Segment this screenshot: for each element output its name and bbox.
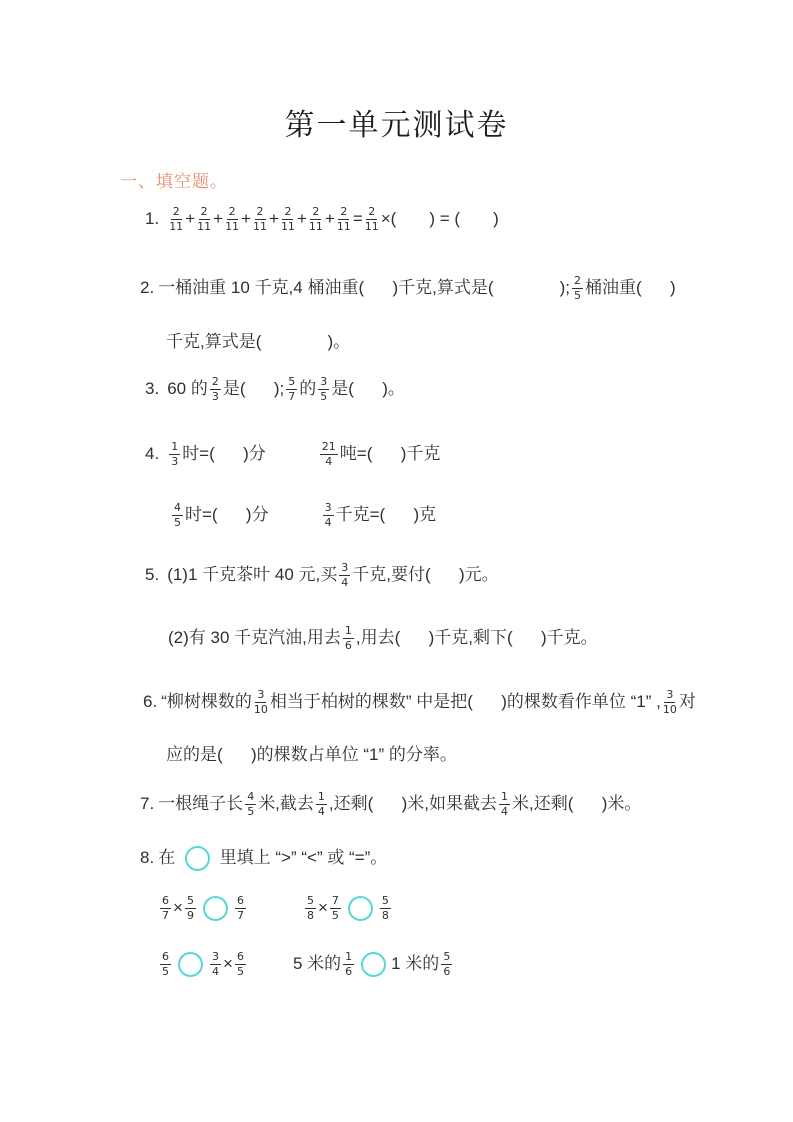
fraction-numerator: 2 [200, 204, 208, 218]
text-run: + [185, 209, 196, 228]
fraction-numerator: 4 [247, 789, 255, 803]
question-number-2: 2. [140, 278, 155, 297]
fraction-denominator: 11 [280, 219, 295, 233]
fraction-numerator: 5 [186, 893, 194, 907]
fraction [441, 951, 452, 977]
fraction-denominator: 5 [320, 389, 328, 403]
question-1-line-1 [145, 202, 499, 236]
fraction-denominator: 8 [381, 908, 389, 922]
text-run: (2)有 30 千克汽油,用去 [168, 628, 341, 647]
text-run: 千克,要付( )元。 [352, 565, 499, 584]
fraction-numerator: 2 [340, 204, 348, 218]
fraction-denominator: 7 [288, 389, 296, 403]
fraction [339, 562, 350, 588]
question-3-content [167, 372, 405, 406]
question-number-4: 4. [145, 444, 160, 463]
text-run: + [241, 209, 251, 228]
text-run: ×( ) = ( ) [380, 209, 499, 228]
question-number-7: 7. [140, 794, 155, 813]
text-run: 5 米的 [292, 954, 342, 973]
fraction-numerator: 7 [331, 893, 339, 907]
fraction-numerator: 3 [212, 949, 219, 963]
text-run: 千克=( )克 [335, 505, 437, 524]
text-run: 在 [158, 848, 180, 867]
fraction [316, 791, 327, 817]
text-run: 60 的 [167, 379, 208, 398]
fraction-numerator: 6 [236, 949, 244, 963]
fraction-numerator: 21 [321, 439, 336, 453]
question-number-8: 8. [140, 848, 155, 867]
fraction [160, 951, 171, 977]
fraction-denominator: 3 [171, 454, 179, 468]
question-number-6: 6. [143, 692, 158, 711]
spacer [266, 454, 318, 455]
question-7-content [158, 787, 641, 821]
text-run: 应的是( )的棵数占单位 “1” 的分率。 [166, 745, 457, 764]
comparison-circle [348, 896, 373, 921]
fraction-numerator: 1 [501, 789, 509, 803]
fraction-denominator: 6 [344, 638, 352, 652]
fraction-numerator: 6 [162, 893, 169, 907]
question-6-content-continued [166, 738, 457, 772]
fraction [172, 502, 183, 528]
question-5-line-1 [145, 558, 499, 592]
fraction-denominator: 5 [331, 908, 339, 922]
question-8-comparisons-row-2 [158, 947, 454, 981]
fraction [318, 376, 329, 402]
fraction-numerator: 3 [341, 560, 349, 574]
text-run: 桶油重( ) [585, 278, 676, 297]
fraction [185, 895, 196, 921]
question-8-content [158, 841, 387, 875]
fraction-denominator: 10 [662, 702, 677, 716]
fraction-numerator: 2 [172, 204, 180, 218]
fraction-numerator: 1 [171, 439, 179, 453]
fraction-numerator: 4 [174, 500, 181, 514]
fraction [305, 895, 316, 921]
fraction-denominator: 5 [162, 964, 169, 978]
comparison-circle [178, 952, 203, 977]
text-run: ,用去( )千克,剩下( )千克。 [355, 628, 598, 647]
fraction-denominator: 9 [186, 908, 194, 922]
fraction-numerator: 3 [666, 687, 674, 701]
fraction [169, 441, 180, 467]
fraction [320, 441, 338, 467]
fraction-numerator: 1 [317, 789, 325, 803]
text-run: ,还剩( )米,如果截去 [328, 794, 498, 813]
spacer [269, 515, 321, 516]
fraction [286, 376, 297, 402]
fraction-denominator: 4 [324, 515, 332, 529]
fraction [245, 791, 256, 817]
text-run: + [296, 209, 307, 228]
text-run: 时=( )分 [182, 444, 266, 463]
question-number-5: 5. [145, 565, 160, 584]
text-run: × [173, 898, 183, 917]
fraction [254, 689, 268, 715]
text-run: 一桶油重 10 千克,4 桶油重( )千克,算式是( ); [158, 278, 570, 297]
fraction-numerator: 1 [344, 623, 352, 637]
fraction-numerator: 6 [236, 893, 244, 907]
fraction [380, 895, 391, 921]
question-8-row-1 [158, 891, 393, 925]
text-run: 里填上 “>” “<” 或 “=”。 [214, 848, 388, 867]
fraction [210, 376, 221, 402]
fraction-numerator: 2 [312, 204, 320, 218]
text-run: × [317, 898, 328, 917]
question-4-line-1 [145, 437, 440, 471]
fraction-numerator: 1 [345, 949, 353, 963]
question-7-line-1 [140, 787, 641, 821]
fraction-denominator: 5 [574, 288, 581, 302]
fraction [253, 206, 267, 232]
text-run: 的 [299, 379, 317, 398]
text-run: + [213, 209, 224, 228]
fraction [343, 625, 354, 651]
text-run: (1)1 千克茶叶 40 元,买 [167, 565, 338, 584]
question-6-line-1 [143, 685, 696, 719]
fraction-denominator: 11 [197, 219, 212, 233]
fraction [323, 502, 334, 528]
fraction [663, 689, 677, 715]
fraction-numerator: 5 [306, 893, 314, 907]
fraction-denominator: 7 [236, 908, 244, 922]
fraction-denominator: 4 [501, 804, 509, 818]
text-run: 是( ); [222, 379, 285, 398]
text-run: 千克,算式是( )。 [166, 332, 351, 351]
question-6-line-2 [166, 738, 457, 772]
fraction-numerator: 2 [284, 204, 292, 218]
fraction-denominator: 10 [253, 702, 268, 716]
spacer [248, 908, 303, 909]
fraction [197, 206, 211, 232]
fraction-numerator: 5 [443, 949, 451, 963]
fraction [225, 206, 239, 232]
fraction [499, 791, 510, 817]
question-4-content [167, 437, 440, 471]
question-5-line-2 [168, 621, 598, 655]
fraction-denominator: 3 [211, 389, 219, 403]
fraction-denominator: 6 [345, 964, 353, 978]
fraction [210, 951, 221, 977]
fraction-denominator: 11 [225, 219, 240, 233]
fraction-denominator: 11 [308, 219, 323, 233]
fraction [160, 895, 171, 921]
fraction-numerator: 3 [257, 687, 265, 701]
fraction-numerator: 5 [381, 893, 389, 907]
text-run: 米,还剩( )米。 [512, 794, 642, 813]
question-3-line-1 [145, 372, 405, 406]
fraction [365, 206, 379, 232]
question-2-line-1 [140, 271, 676, 305]
fraction-denominator: 11 [336, 219, 351, 233]
fraction [330, 895, 341, 921]
question-6-content [161, 685, 696, 719]
fraction [337, 206, 351, 232]
question-number-1: 1. [145, 209, 160, 228]
question-2-line-2 [166, 325, 350, 359]
fraction [309, 206, 323, 232]
fraction-denominator: 5 [247, 804, 255, 818]
fraction-denominator: 6 [443, 964, 451, 978]
text-run: 吨=( )千克 [339, 444, 441, 463]
text-run: 时=( )分 [185, 505, 269, 524]
question-5-content [167, 558, 498, 592]
text-run: = [352, 209, 363, 228]
fraction-numerator: 2 [211, 374, 219, 388]
question-2-content [158, 271, 675, 305]
section-heading: 一、填空题。 [120, 172, 228, 191]
question-8-row-2 [158, 947, 454, 981]
question-4-content-continued [170, 498, 436, 532]
comparison-circle [203, 896, 228, 921]
comparison-circle [361, 952, 386, 977]
question-number-3: 3. [145, 379, 160, 398]
comparison-circle [185, 846, 210, 871]
text-run: 米,截去 [258, 794, 314, 813]
fraction-denominator: 4 [325, 454, 333, 468]
fraction-numerator: 2 [228, 204, 236, 218]
fraction-denominator: 4 [212, 964, 219, 978]
question-8-line-1 [140, 841, 387, 875]
fraction [343, 951, 354, 977]
fraction [169, 206, 183, 232]
fraction-denominator: 7 [162, 908, 169, 922]
text-run: 对 [678, 692, 696, 711]
fraction-numerator: 6 [162, 949, 169, 963]
text-run: × [223, 954, 233, 973]
fraction-numerator: 2 [368, 204, 376, 218]
fraction-numerator: 3 [320, 374, 328, 388]
fraction-numerator: 2 [574, 273, 581, 287]
fraction-denominator: 5 [236, 964, 244, 978]
text-run: 相当于柏树的棵数” 中是把( )的棵数看作单位 “1” , [269, 692, 661, 711]
fraction [235, 895, 246, 921]
fraction [572, 275, 583, 301]
fraction-denominator: 11 [364, 219, 379, 233]
text-run: + [269, 209, 279, 228]
question-1-content [167, 202, 499, 236]
question-5-content-continued [168, 621, 598, 655]
spacer [248, 964, 293, 965]
fraction-denominator: 4 [317, 804, 325, 818]
fraction-denominator: 5 [174, 515, 181, 529]
fraction-numerator: 2 [256, 204, 264, 218]
text-run: 1 米的 [391, 954, 440, 973]
fraction-numerator: 5 [288, 374, 296, 388]
fraction-denominator: 4 [341, 575, 349, 589]
question-8-comparisons-row-1 [158, 891, 393, 925]
page-title: 第一单元测试卷 [284, 109, 509, 142]
fraction-numerator: 3 [324, 500, 332, 514]
text-run: + [324, 209, 335, 228]
fraction-denominator: 11 [253, 219, 267, 233]
text-run: 一根绳子长 [158, 794, 244, 813]
text-run: “柳树棵数的 [161, 692, 252, 711]
fraction-denominator: 8 [306, 908, 314, 922]
question-2-content-continued [166, 325, 350, 359]
fraction [235, 951, 246, 977]
fraction-denominator: 11 [169, 219, 184, 233]
text-run: 是( )。 [331, 379, 405, 398]
question-4-line-2 [170, 498, 436, 532]
fraction [281, 206, 295, 232]
